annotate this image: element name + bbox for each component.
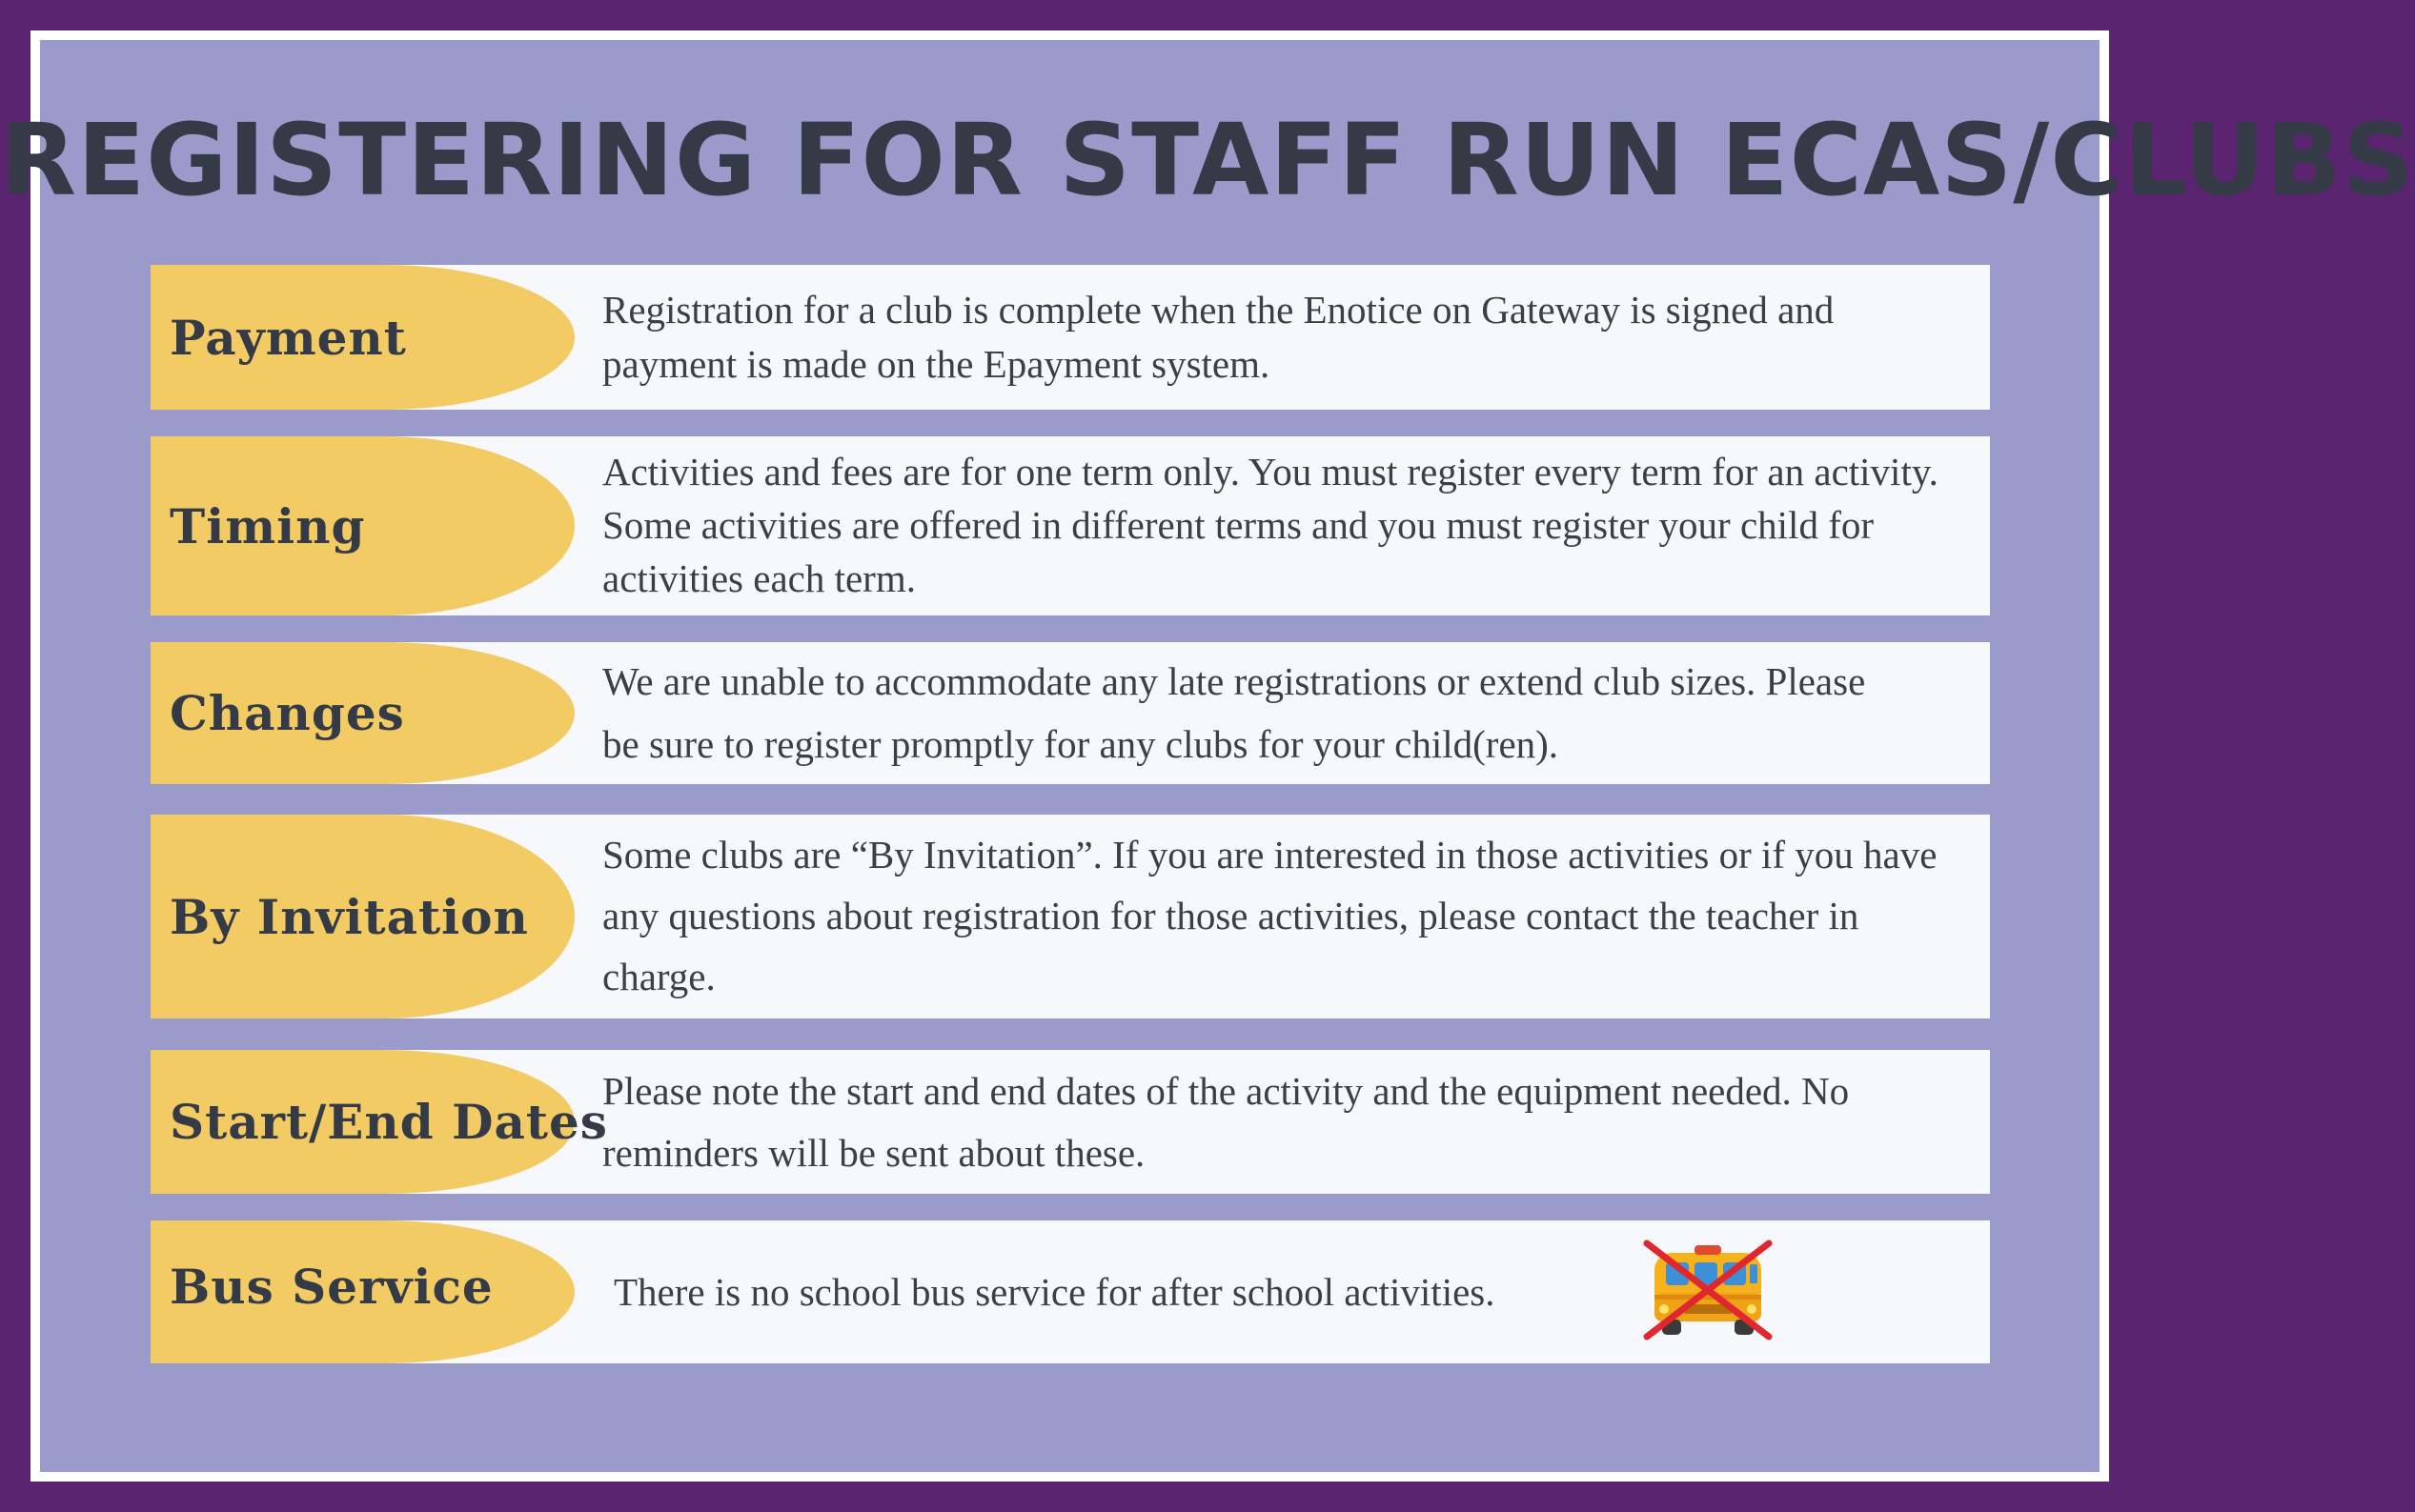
row-label: By Invitation [170,888,529,945]
row-label: Changes [170,685,405,741]
info-row-changes [151,642,1990,784]
info-row-payment [151,265,1990,410]
row-label: Start/End Dates [170,1094,608,1150]
row-text: Registration for a club is complete when the Enotice on Gateway is signed and payment is made on the Epayment system. [602,288,1835,386]
row-description [602,436,1975,615]
row-description [602,642,1898,784]
page-title: REGISTERING FOR STAFF RUN ECAS/CLUBS [0,102,2415,218]
info-row-start-end-dates [151,1050,1990,1194]
row-text: Activities and fees are for one term only. You must register every term for an activity. Some activities are offered in different terms and you must register your child for activities each term. [602,450,1938,600]
row-label: Bus Service [170,1259,494,1315]
row-text: Please note the start and end dates of the activity and the equipment needed. No reminders will be sent about these. [602,1068,1850,1175]
info-row-by-invitation [151,815,1990,1018]
no-school-bus-icon [1637,1238,1776,1342]
info-row-timing [151,436,1990,615]
row-text: Some clubs are “By Invitation”. If you are interested in those activities or if you have any questions about registration for those activities, please contact the teacher in charge. [602,833,1938,998]
row-label: Timing [170,497,366,554]
row-description [602,265,1841,410]
info-row-bus-service [151,1220,1990,1363]
row-description [614,1220,1643,1363]
row-text: There is no school bus service for after school activities. [614,1269,1495,1314]
row-text: We are unable to accommodate any late registrations or extend club sizes. Please be sure to register promptly for any clubs for your child(ren). [602,658,1866,766]
row-description [602,1050,1975,1194]
row-label: Payment [170,309,407,366]
row-description [602,815,1975,1018]
